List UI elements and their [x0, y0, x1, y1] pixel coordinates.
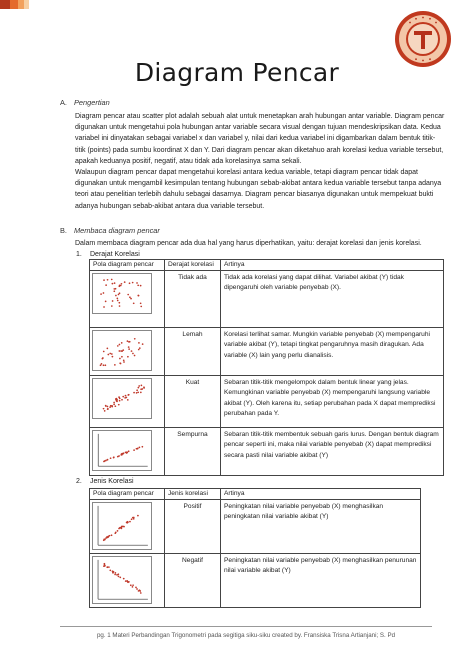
scatter-dot [142, 343, 144, 345]
scatter-dot [113, 288, 115, 290]
scatter-dot [138, 342, 140, 344]
column-header: Pola diagram pencar [90, 489, 165, 500]
scatter-thumbnail-negative [92, 556, 152, 604]
scatter-dot [128, 394, 130, 396]
scatter-dot [113, 402, 115, 404]
scatter-dot [125, 580, 127, 582]
meaning-cell: Sebaran titik-titik membentuk sebuah garis lurus. Dengan bentuk diagram pencar seperti ini, maka nilai variable penyebab (X) dapat memprediksi secara pasti nilai variable akibat (Y) [221, 428, 444, 476]
scatter-dot [109, 353, 111, 355]
scatter-dot [107, 536, 109, 538]
scatter-dot [140, 302, 142, 304]
table-row [90, 376, 444, 428]
scatter-dot [115, 572, 117, 574]
scatter-dot [120, 363, 122, 365]
scatter-dot [117, 300, 119, 302]
scatter-dot [115, 532, 117, 534]
section-b-heading [60, 226, 160, 235]
scatter-dot [107, 406, 109, 408]
scatter-dot [111, 279, 113, 281]
scatter-dot [126, 452, 128, 454]
scatter-dot [119, 400, 121, 402]
scatter-dot [123, 526, 125, 528]
scatter-dot [121, 526, 123, 528]
scatter-dot [104, 364, 106, 366]
scatter-dot [120, 527, 122, 529]
scatter-dot [110, 457, 112, 459]
scatter-dot [139, 447, 141, 449]
scatter-dot [129, 296, 131, 298]
scatter-dot [107, 279, 109, 281]
scatter-dot [114, 364, 116, 366]
scatter-dot [141, 385, 143, 387]
scatter-dot [118, 294, 120, 296]
scatter-dot [137, 284, 139, 286]
table-1-heading [76, 251, 140, 258]
scatter-dot [121, 342, 123, 344]
scatter-dot [140, 392, 142, 394]
meaning-cell: Tidak ada korelasi yang dapat dilihat. Variabel akibat (Y) tidak dipengaruhi oleh variable penyebab (X). [221, 271, 444, 328]
scatter-dot [121, 399, 123, 401]
meaning-cell: Sebaran titik-titik mengelompok dalam bentuk linear yang jelas. Kemungkinan variable penyebab (X) mempengaruhi langsung variable akibat (Y). Oleh karena itu, setiap perubahan pada X dapat memprediksi perubahan pada Y. [221, 376, 444, 428]
scatter-dot [113, 457, 115, 459]
scatter-dot [140, 306, 142, 308]
scatter-thumbnail-random [92, 273, 152, 314]
scatter-dot [103, 351, 105, 353]
scatter-dot [139, 590, 141, 592]
scatter-dot [142, 446, 144, 448]
degree-cell: Tidak ada [165, 271, 221, 328]
scatter-dot [101, 363, 103, 365]
section-b-intro: Dalam membaca diagram pencar ada dua hal yang harus diperhatikan, yaitu: derajat korelasi dan jenis korelasi. [75, 240, 422, 247]
scatter-dot [128, 348, 130, 350]
scatter-dot [104, 563, 106, 565]
column-header: Jenis korelasi [165, 489, 221, 500]
scatter-dot [129, 341, 131, 343]
scatter-dot [132, 353, 134, 355]
scatter-dot [132, 586, 134, 588]
scatter-thumbnail-perfect [92, 430, 152, 471]
scatter-dot [139, 347, 141, 349]
scatter-dot [133, 449, 135, 451]
scatter-dot [127, 340, 129, 342]
table-1-label: Derajat Korelasi [90, 251, 140, 258]
scatter-dot [121, 350, 123, 352]
scatter-dot [112, 356, 114, 358]
table-2-heading [76, 478, 134, 485]
scatter-dot [107, 354, 109, 356]
scatter-dot [132, 517, 134, 519]
scatter-dot [121, 356, 123, 358]
scatter-dot [117, 456, 119, 458]
table-2-number: 2. [76, 478, 82, 485]
scatter-dot [136, 588, 138, 590]
scatter-dot [138, 385, 140, 387]
scatter-dot [102, 358, 104, 360]
scatter-dot [100, 293, 102, 295]
scatter-dot [114, 405, 116, 407]
scatter-dot [128, 450, 130, 452]
table-row [90, 554, 421, 608]
scatter-dot [109, 569, 111, 571]
scatter-dot [103, 306, 105, 308]
scatter-dot [135, 587, 137, 589]
scatter-thumbnail-weak [92, 330, 152, 371]
section-b-number: B. [60, 226, 67, 235]
scatter-dot [106, 348, 108, 350]
table-row [90, 500, 421, 554]
scatter-dot [104, 539, 106, 541]
scatter-dot [109, 406, 111, 408]
scatter-dot [132, 282, 134, 284]
scatter-dot [132, 584, 134, 586]
scatter-dot [137, 295, 139, 297]
scatter-dot [136, 392, 138, 394]
scatter-dot [130, 298, 132, 300]
table-row [90, 271, 444, 328]
scatter-dot [140, 592, 142, 594]
scatter-dot [123, 578, 125, 580]
table-2-label: Jenis Korelasi [90, 478, 134, 485]
scatter-dot [136, 389, 138, 391]
scatter-dot [120, 454, 122, 456]
meaning-cell: Peningkatan nilai variable penyebab (X) menghasilkan peningkatan nilai variable akibat (Y) [221, 500, 421, 554]
table-1-number: 1. [76, 251, 82, 258]
scatter-dot [133, 302, 135, 304]
plot-cell [90, 428, 165, 476]
plot-cell [90, 328, 165, 376]
scatter-dot [103, 292, 105, 294]
scatter-dot [111, 534, 113, 536]
scatter-dot [129, 521, 131, 523]
footer-divider [60, 626, 432, 627]
scatter-dot [140, 285, 142, 287]
scatter-dot [111, 353, 113, 355]
section-a-paragraph-1: Diagram pencar atau scatter plot adalah sebuah alat untuk menetapkan arah hubungan antar variable. Diagram pencar digunakan untuk mengetahui pola hubungan antar variable secara visual dengan tujuan mendeskripsikan data. Kedua variabel ini dinyatakan sebagai variabel x dan variabel y, nilai dari kedua variabel ini digambarkan dalam bentuk titik-titik (points) pada sumbu koordinat X dan Y. Dari diagram pencar akan diketahuo arah korelasi kedua variable tersebut, apakah keduanya positif, negatif, atau tidak ada korelasinya sama sekali. [75, 113, 445, 165]
scatter-dot [124, 281, 126, 283]
scatter-dot [115, 295, 117, 297]
scatter-dot [111, 405, 113, 407]
meaning-cell: Korelasi terlihat samar. Mungkin variable penyebab (X) mempengaruhi variable akibat (Y), tetapi tingkat pengaruhnya masih diragukan. Ada variable (X) lain yang perlu dianalisis. [221, 328, 444, 376]
scatter-dot [126, 580, 128, 582]
scatter-dot [119, 577, 121, 579]
scatter-dot [130, 584, 132, 586]
scatter-dot [137, 515, 139, 517]
scatter-dot [118, 302, 120, 304]
scatter-dot [125, 395, 127, 397]
scatter-dot [127, 522, 129, 524]
column-header: Derajat korelasi [165, 260, 221, 271]
scatter-dot [107, 459, 109, 461]
scatter-thumbnail-positive [92, 502, 152, 550]
scatter-dot [105, 301, 107, 303]
scatter-dot [127, 399, 129, 401]
scatter-dot [114, 282, 116, 284]
scatter-dot [128, 581, 130, 583]
scatter-dot [103, 364, 105, 366]
scatter-dot [137, 391, 139, 393]
scatter-dot [104, 410, 106, 412]
scatter-dot [134, 338, 136, 340]
page-title: Diagram Pencar [134, 58, 340, 87]
scatter-dot [103, 279, 105, 281]
scatter-dot [118, 575, 120, 577]
scatter-dot [127, 294, 129, 296]
table-header-row [90, 489, 421, 500]
type-cell: Positif [165, 500, 221, 554]
plot-cell [90, 376, 165, 428]
correlation-degree-table [89, 259, 444, 476]
scatter-dot [117, 573, 119, 575]
scatter-dot [112, 300, 114, 302]
meaning-cell: Peningkatan nilai variable penyebab (X) menghasilkan penurunan nilai variable akibat (Y) [221, 554, 421, 608]
scatter-dot [129, 282, 131, 284]
scatter-dot [123, 361, 125, 363]
scatter-dot [134, 355, 136, 357]
scatter-dot [108, 566, 110, 568]
table-row [90, 428, 444, 476]
scatter-dot [105, 405, 107, 407]
section-a-title: Pengertian [74, 98, 110, 107]
scatter-dot [117, 530, 119, 532]
degree-cell: Sempurna [165, 428, 221, 476]
scatter-dot [104, 565, 106, 567]
scatter-dot [113, 571, 115, 573]
type-cell: Negatif [165, 554, 221, 608]
table-header-row [90, 260, 444, 271]
scatter-dot [141, 388, 143, 390]
scatter-dot [116, 400, 118, 402]
scatter-dot [118, 285, 120, 287]
scatter-dot [137, 448, 139, 450]
scatter-dot [127, 356, 129, 358]
scatter-dot [122, 396, 124, 398]
column-header: Artinya [221, 260, 444, 271]
scatter-dot [118, 350, 120, 352]
scatter-dot [128, 346, 130, 348]
degree-cell: Kuat [165, 376, 221, 428]
scatter-dot [117, 345, 119, 347]
scatter-dot [111, 305, 113, 307]
plot-cell [90, 500, 165, 554]
scatter-dot [105, 284, 107, 286]
correlation-type-table [89, 488, 421, 608]
scatter-dot [118, 396, 120, 398]
scatter-dot [113, 404, 115, 406]
scatter-dot [138, 590, 140, 592]
scatter-dot [119, 358, 121, 360]
scatter-dot [136, 282, 138, 284]
scatter-dot [112, 283, 114, 285]
scatter-dot [131, 350, 133, 352]
scatter-dot [131, 518, 133, 520]
scatter-dot [113, 290, 115, 292]
scatter-dot [133, 392, 135, 394]
plot-cell [90, 554, 165, 608]
scatter-dot [143, 387, 145, 389]
scatter-dot [123, 359, 125, 361]
scatter-dot [119, 305, 121, 307]
scatter-dot [138, 387, 140, 389]
scatter-thumbnail-strong [92, 378, 152, 419]
section-b-title: Membaca diagram pencar [74, 226, 160, 235]
page-footer: pg. 1 Materi Perbandingan Trigonometri pada segitiga siku-siku created by. Fransiska Trisna Artianjani; S. Pd [96, 632, 396, 639]
table-row [90, 328, 444, 376]
scatter-dot [104, 460, 106, 462]
scatter-dot [121, 283, 123, 285]
column-header: Pola diagram pencar [90, 260, 165, 271]
section-a-paragraph-2: Walaupun diagram pencar dapat mengetahui korelasi antara kedua variable, tetapi diagram pencar tidak dapat digunakan untuk mengambil kesimpulan tentang hubungan sebab-akibat antara kedua variable tersebut tanpa adanya teori atau penelitian terlebih dahulu sebagai dasarnya. Diagram pencar biasanya digunakan untuk mempekuat bukti adanya hubungan sebab-akibat antara dua variable tersebut. [75, 169, 442, 210]
scatter-dot [103, 408, 105, 410]
scatter-dot [118, 404, 120, 406]
scatter-dot [119, 344, 121, 346]
column-header: Artinya [221, 489, 421, 500]
scatter-dot [138, 349, 140, 351]
scatter-dot [116, 297, 118, 299]
plot-cell [90, 271, 165, 328]
degree-cell: Lemah [165, 328, 221, 376]
section-a-number: A. [60, 98, 67, 107]
scatter-dot [124, 397, 126, 399]
scatter-dot [107, 408, 109, 410]
scatter-dot [106, 566, 108, 568]
scatter-dot [118, 528, 120, 530]
section-a-heading [60, 98, 110, 107]
scatter-dot [114, 574, 116, 576]
